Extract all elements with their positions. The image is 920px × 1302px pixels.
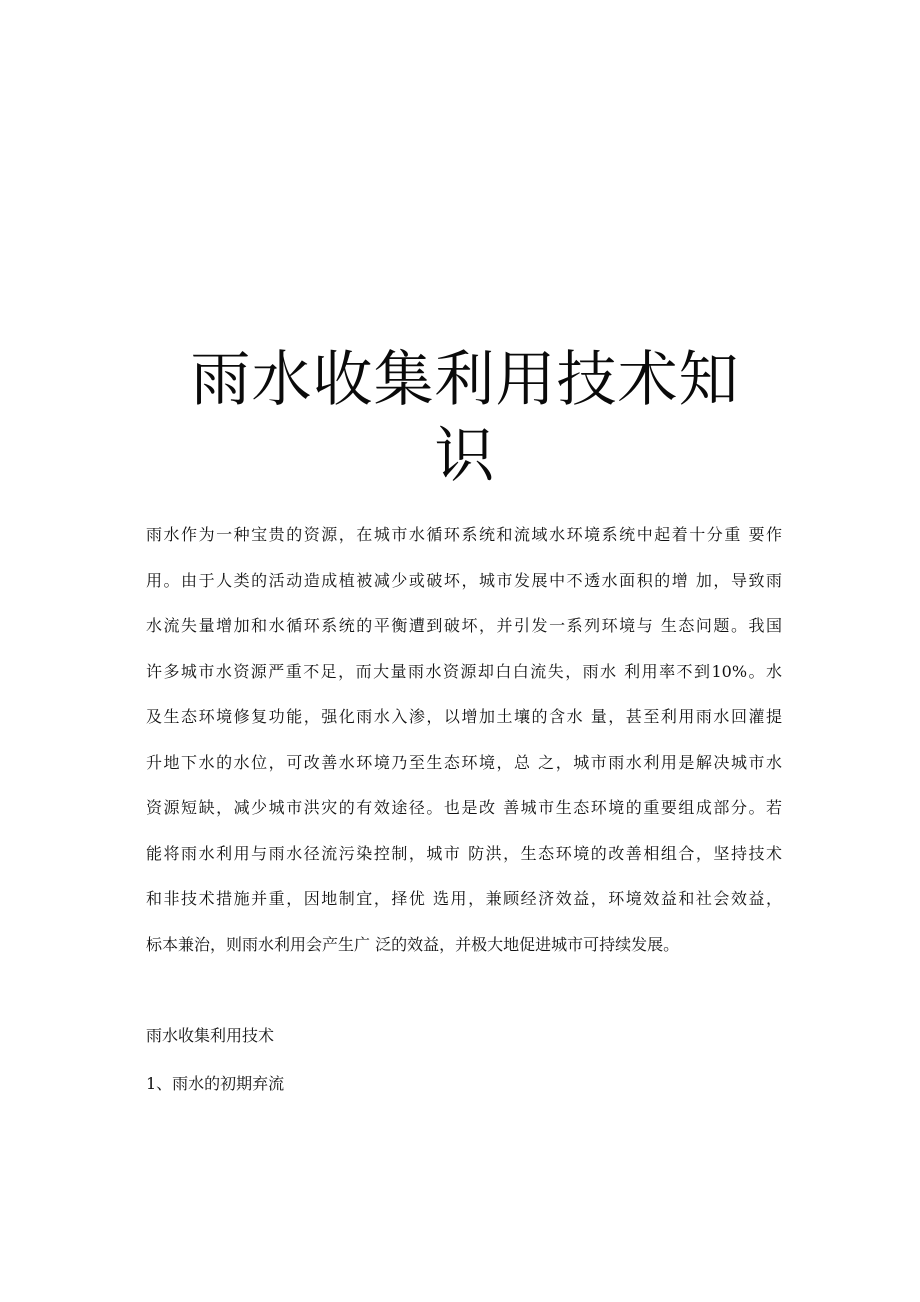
title-line-2: 识: [434, 421, 496, 491]
paragraph-line: 升地下水的水位，可改善水环境乃至生态环境，总 之，城市雨水利用是解决城市水: [146, 752, 782, 772]
title-line-1: 雨水收集利用技术知: [190, 345, 740, 415]
intro-paragraph: [146, 512, 782, 967]
document-title: [140, 342, 790, 494]
paragraph-line: 用。由于人类的活动造成植被减少或破坏，城市发展中不透水面积的增 加，导致雨: [146, 570, 782, 590]
paragraph-line: 资源短缺，减少城市洪灾的有效途径。也是改 善城市生态环境的重要组成部分。若: [146, 798, 782, 817]
sub-heading: 1、雨水的初期弃流: [146, 1074, 285, 1093]
paragraph-line: 许多城市水资源严重不足，而大量雨水资源却白白流失，雨水 利用率不到10%。水: [146, 661, 782, 681]
paragraph-line: 和非技术措施并重，因地制宜，择优 选用，兼顾经济效益，环境效益和社会效益，: [146, 889, 782, 908]
paragraph-line: 雨水作为一种宝贵的资源，在城市水循环系统和流域水环境系统中起着十分重 要作: [146, 525, 782, 544]
paragraph-line: 水流失量增加和水循环系统的平衡遭到破坏，并引发一系列环境与 生态问题。我国: [146, 616, 782, 635]
paragraph-line: 及生态环境修复功能，强化雨水入渗，以增加土壤的含水 量，甚至利用雨水回灌提: [146, 707, 782, 726]
paragraph-line: 标本兼治，则雨水利用会产生广 泛的效益，并极大地促进城市可持续发展。: [146, 934, 680, 954]
paragraph-line: 能将雨水利用与雨水径流污染控制，城市 防洪，生态环境的改善相组合，坚持技术: [146, 843, 782, 863]
section-heading: 雨水收集利用技术: [146, 1026, 275, 1045]
